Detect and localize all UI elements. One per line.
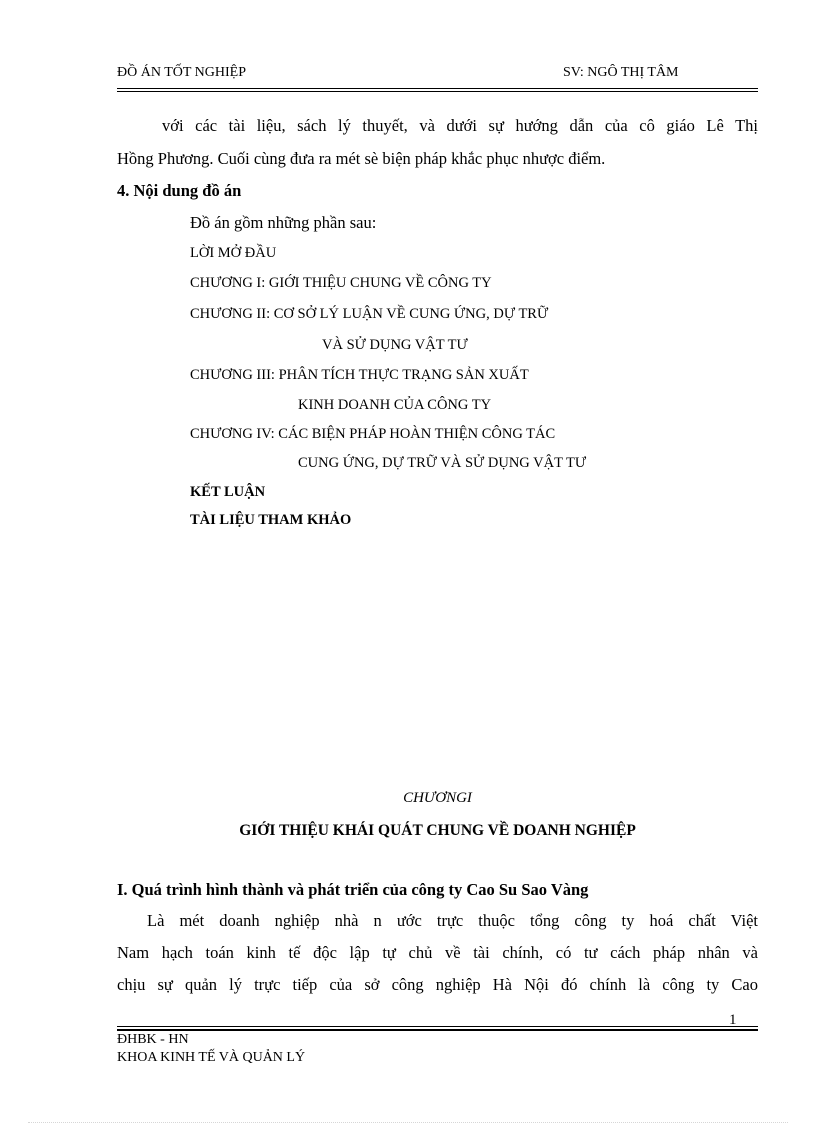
toc-item-chapter-2-cont: VÀ SỬ DỤNG VẬT TƯ bbox=[322, 337, 468, 353]
header-left: ĐỒ ÁN TỐT NGHIỆP bbox=[117, 65, 246, 80]
footer-rule-thick bbox=[117, 1029, 758, 1031]
intro-line-2: Hồng Phương. Cuối cùng đưa ra mét sè biện pháp khắc phục nhược điểm. bbox=[117, 149, 606, 168]
toc-item-chapter-1: CHƯƠNG I: GIỚI THIỆU CHUNG VỀ CÔNG TY bbox=[190, 275, 492, 291]
section-i-line-2: Nam hạch toán kinh tế độc lập tự chủ về tài chính, có tư cách pháp nhân và bbox=[117, 943, 758, 962]
footer-line-2: KHOA KINH TẾ VÀ QUẢN LÝ bbox=[117, 1050, 306, 1065]
header-right: SV: NGÔ THỊ TÂM bbox=[563, 65, 679, 80]
header-rule-thick bbox=[117, 88, 758, 89]
toc-item-chapter-4: CHƯƠNG IV: CÁC BIỆN PHÁP HOÀN THIỆN CÔNG TÁC bbox=[190, 426, 556, 442]
toc-item-intro: LỜI MỞ ĐẦU bbox=[190, 245, 277, 261]
intro-line-1: với các tài liệu, sách lý thuyết, và dưới sự hướng dẫn của cô giáo Lê Thị bbox=[162, 116, 758, 135]
chapter-title: GIỚI THIỆU KHÁI QUÁT CHUNG VỀ DOANH NGHIỆP bbox=[239, 822, 636, 839]
section-4-heading: 4. Nội dung đồ án bbox=[117, 181, 242, 200]
toc-item-conclusion: KẾT LUẬN bbox=[190, 484, 266, 500]
toc-item-chapter-4-cont: CUNG ỨNG, DỰ TRỮ VÀ SỬ DỤNG VẬT TƯ bbox=[298, 455, 587, 471]
toc-item-chapter-3-cont: KINH DOANH CỦA CÔNG TY bbox=[298, 397, 492, 413]
section-i-heading: I. Quá trình hình thành và phát triển của công ty Cao Su Sao Vàng bbox=[117, 880, 589, 899]
toc-item-chapter-2: CHƯƠNG II: CƠ SỞ LÝ LUẬN VỀ CUNG ỨNG, DỰ TRỮ bbox=[190, 306, 549, 322]
section-i-line-3: chịu sự quản lý trực tiếp của sở công nghiệp Hà Nội đó chính là công ty Cao bbox=[117, 975, 758, 994]
section-4-lead: Đồ án gồm những phần sau: bbox=[190, 213, 377, 232]
section-i-line-1: Là mét doanh nghiệp nhà n ước trực thuộc tổng công ty hoá chất Việt bbox=[147, 911, 758, 930]
footer-rule-thin bbox=[117, 1026, 758, 1027]
footer-line-1: ĐHBK - HN bbox=[117, 1032, 189, 1047]
chapter-label: CHƯƠNGI bbox=[403, 790, 472, 806]
toc-item-chapter-3: CHƯƠNG III: PHÂN TÍCH THỰC TRẠNG SẢN XUẤT bbox=[190, 367, 529, 383]
toc-item-references: TÀI LIỆU THAM KHẢO bbox=[190, 512, 352, 528]
header-rule-thin bbox=[117, 91, 758, 92]
page-number: 1 bbox=[729, 1012, 737, 1028]
